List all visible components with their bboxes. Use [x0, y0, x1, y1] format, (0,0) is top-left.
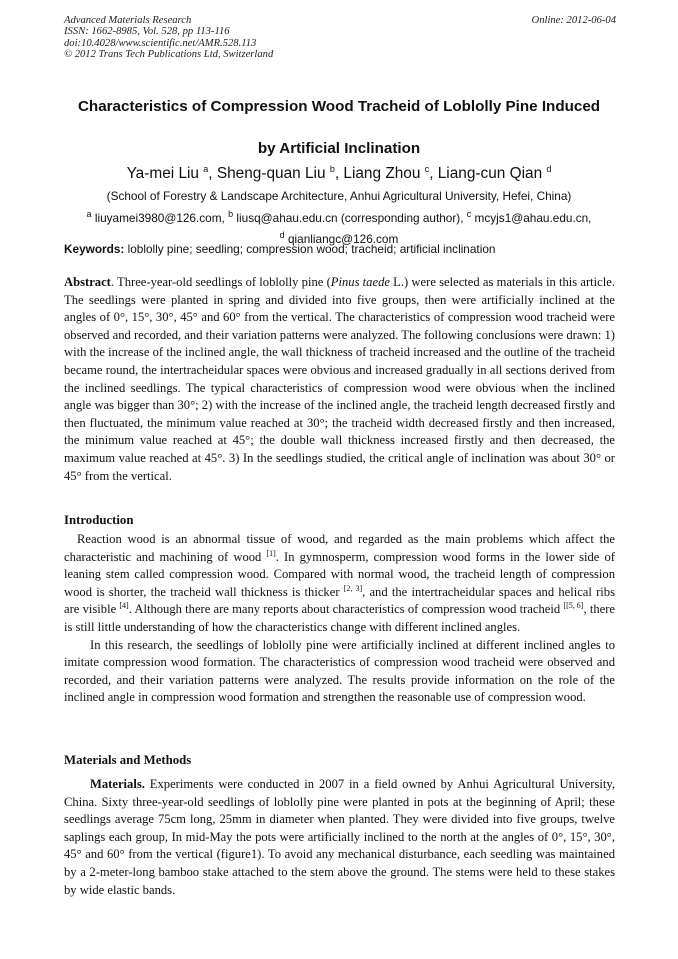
email-line — [40, 206, 638, 227]
author-separator: , — [208, 165, 217, 183]
citation[interactable]: [1] — [266, 548, 276, 558]
email-mark: c — [466, 208, 472, 219]
online-date: Online: 2012-06-04 — [531, 15, 616, 26]
author-name: Sheng-quan Liu — [216, 165, 326, 183]
methods-body — [64, 776, 615, 899]
paper-title — [40, 86, 638, 170]
copyright-line: © 2012 Trans Tech Publications Ltd, Switzerland — [64, 49, 274, 61]
email-mark: a — [86, 208, 92, 219]
email-mark: b — [228, 208, 234, 219]
title-line-1: Characteristics of Compression Wood Tracheid of Loblolly Pine Induced — [77, 98, 601, 115]
title-line-2: by Artificial Inclination — [257, 140, 421, 157]
abstract — [64, 274, 615, 485]
citation[interactable]: [2, 3] — [343, 583, 363, 593]
author-mark: c — [424, 164, 430, 174]
email-d: qianliangc@126.com — [284, 231, 399, 246]
materials-label: Materials. — [90, 777, 145, 791]
intro-text: . In gymnosperm, compression wood forms in the lower side of leaning stem called compression wood. Compared with normal wood, the tracheid length of compression wood is shorter, the tracheid wall thickness is thicker — [64, 549, 615, 599]
citation[interactable]: [[5, 6] — [563, 601, 584, 611]
intro-text: , and the intertracheidular spaces and helical ribs are visible — [64, 584, 615, 617]
materials-paragraph — [64, 776, 615, 899]
doi-line: doi:10.4028/www.scientific.net/AMR.528.113 — [64, 37, 257, 49]
intro-paragraph-1 — [64, 531, 615, 637]
email-a: liuyamei3980@126.com, — [91, 210, 229, 225]
affiliation-block — [40, 188, 638, 248]
author-name: Ya-mei Liu — [126, 165, 199, 183]
author-list — [40, 159, 638, 184]
materials-text: Experiments were conducted in 2007 in a field owned by Anhui Agricultural University, China. Sixty three-year-old seedlings of loblolly pine were planted in pots at the beginning of April; these seedlings average 75cm long, 25mm in diameter when planted. They were divided into five groups, twelve saplings each group, In mid-May the pots were artificially inclined to the north at the angles of 0°, 15°, 30°, 45° and 60° from the vertical (figure1). To avoid any mechanical disturbance, each seedling was maintained by a 2-meter-long bamboo stake attached to the stem above the ground. The stems were held to these stakes by wide elastic bands. — [64, 777, 615, 897]
issn-line: ISSN: 1662-8985, Vol. 528, pp 113-116 — [64, 26, 230, 38]
author-name: Liang-cun Qian — [437, 165, 543, 183]
author-mark: d — [546, 164, 552, 174]
author-mark: a — [203, 164, 209, 174]
introduction-heading: Introduction — [64, 513, 134, 527]
introduction-body — [64, 531, 615, 707]
keywords-label: Keywords: — [64, 242, 125, 256]
abstract-label: Abstract — [64, 275, 111, 289]
keywords — [64, 241, 624, 258]
methods-heading: Materials and Methods — [64, 753, 192, 767]
intro-paragraph-2: In this research, the seedlings of loblolly pine were artificially inclined at different inclined angles to imitate compression wood formation. The characteristics of compression wood tracheid were observed and recorded, and their variation patterns were analyzed. The results provide information on the role of the inclined angle in compression wood formation and strengthen the reasonable use of compression wood. — [64, 637, 615, 705]
author-name: Liang Zhou — [343, 165, 421, 183]
intro-text: . Although there are many reports about characteristics of compression wood tracheid — [128, 602, 564, 617]
species-name: Pinus taede — [330, 275, 390, 289]
journal-name: Advanced Materials Research — [64, 15, 192, 26]
intro-text: , there is still little understanding of how the characteristics change with different inclined angles. — [64, 602, 615, 634]
abstract-text-2: L.) were selected as materials in this article. The seedlings were planted in spring and divided into five groups, then were artificially inclined at the angles of 0°, 15°, 30°, 45° and 60° from the vertical. The characteristics of compression wood tracheid were observed and recorded, and their variation patterns were analyzed. The following conclusions were drawn: 1) with the increase of the inclined angle, the wall thickness of tracheid increased and the outline of the tracheid became round, the intertracheidular spaces were obvious and increased gradually in all sections derived from the inclined seedlings. The typical characteristics of compression wood were obvious when the inclined angle was bigger than 30°; 2) with the increase of the inclined angle, the tracheid length decreased firstly and then fluctuated, the minimum value reached at 30°; the tracheid width decreased firstly and then increased, the minimum value reached at 45°; the double wall thickness increased firstly and then decreased, the maximum value reached at 45°. 3) In the seedlings studied, the critical angle of inclination was about 30° or 45° from the vertical. — [64, 275, 616, 483]
author-mark: b — [329, 164, 335, 174]
email-b: liusq@ahau.edu.cn (corresponding author), — [233, 210, 467, 225]
abstract-text-1: . Three-year-old seedlings of loblolly pine ( — [110, 275, 331, 289]
email-c: mcyjs1@ahau.edu.cn, — [471, 210, 592, 225]
intro-text: Reaction wood is an abnormal tissue of wood, and regarded as the main problems which affect the characteristic and machining of wood — [64, 532, 615, 564]
institution: (School of Forestry & Landscape Architecture, Anhui Agricultural University, Hefei, China) — [106, 189, 572, 203]
author-separator: , — [334, 165, 344, 183]
email-mark: d — [279, 229, 285, 240]
author-separator: , — [429, 165, 438, 183]
journal-header — [64, 15, 616, 61]
citation[interactable]: [4] — [119, 601, 129, 611]
keywords-text: loblolly pine; seedling; compression wood; tracheid; artificial inclination — [124, 242, 496, 256]
